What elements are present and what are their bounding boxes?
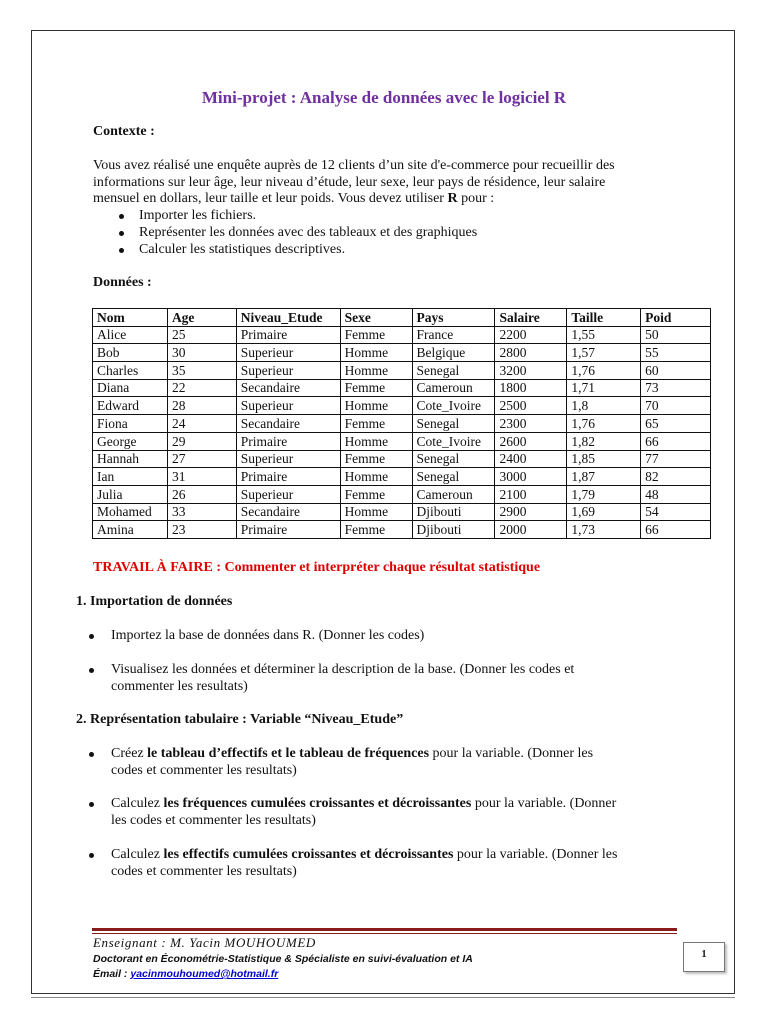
table-row xyxy=(93,397,711,415)
table-cell: 2200 xyxy=(495,326,567,344)
column-header: Age xyxy=(167,309,236,327)
table-cell: 1800 xyxy=(495,379,567,397)
table-cell: 1,76 xyxy=(567,415,641,433)
column-header: Salaire xyxy=(495,309,567,327)
table-cell: Amina xyxy=(93,521,168,539)
footer-role: Doctorant en Économétrie-Statistique & Spécialiste en suivi-évaluation et IA xyxy=(93,953,473,965)
column-header: Sexe xyxy=(340,309,412,327)
table-cell: 1,69 xyxy=(567,503,641,521)
email-link[interactable]: yacinmouhoumed@hotmail.fr xyxy=(130,968,279,980)
section-1-item-1: Importez la base de données dans R. (Donner les codes) xyxy=(86,627,711,644)
table-cell: Hannah xyxy=(93,450,168,468)
table-cell: Secandaire xyxy=(236,379,340,397)
table-cell: 1,85 xyxy=(567,450,641,468)
table-cell: 65 xyxy=(641,415,711,433)
table-cell: 22 xyxy=(167,379,236,397)
table-body xyxy=(93,326,711,538)
table-cell: Djibouti xyxy=(412,503,495,521)
table-cell: 70 xyxy=(641,397,711,415)
table-cell: Diana xyxy=(93,379,168,397)
table-header-row xyxy=(93,309,711,327)
table-cell: George xyxy=(93,432,168,450)
table-row xyxy=(93,379,711,397)
footer-email-line xyxy=(93,968,278,980)
table-row xyxy=(93,450,711,468)
footer-rule xyxy=(92,928,677,931)
table-cell: Cameroun xyxy=(412,485,495,503)
section-1-item-2: Visualisez les données et déterminer la description de la base. (Donner les codes et commenter les resultats) xyxy=(86,661,711,695)
context-line-1: Vous avez réalisé une enquête auprès de 12 clients d’un site d'e-commerce pour recueillir des xyxy=(93,158,615,173)
footer-teacher: Enseignant : M. Yacin MOUHOUMED xyxy=(93,935,316,950)
table-row xyxy=(93,344,711,362)
table-row xyxy=(93,468,711,486)
table-cell: 2300 xyxy=(495,415,567,433)
table-cell: Mohamed xyxy=(93,503,168,521)
data-label: Données : xyxy=(93,275,152,290)
table-cell: Primaire xyxy=(236,432,340,450)
table-cell: Femme xyxy=(340,485,412,503)
table-cell: Homme xyxy=(340,344,412,362)
column-header: Taille xyxy=(567,309,641,327)
table-cell: Femme xyxy=(340,450,412,468)
table-cell: 2100 xyxy=(495,485,567,503)
table-cell: 1,87 xyxy=(567,468,641,486)
table-cell: 60 xyxy=(641,362,711,380)
table-row xyxy=(93,432,711,450)
table-cell: 2500 xyxy=(495,397,567,415)
table-cell: 1,79 xyxy=(567,485,641,503)
table-cell: Femme xyxy=(340,326,412,344)
section-2-heading: 2. Représentation tabulaire : Variable “Niveau_Etude” xyxy=(76,712,404,727)
table-cell: 28 xyxy=(167,397,236,415)
table-cell: 3000 xyxy=(495,468,567,486)
table-cell: 2400 xyxy=(495,450,567,468)
list-item: Importer les fichiers. xyxy=(115,207,477,224)
table-cell: 77 xyxy=(641,450,711,468)
section-2-item-1: Créez le tableau d’effectifs et le tableau de fréquences pour la variable. (Donner les codes et commenter les resultats) xyxy=(86,745,711,779)
table-row xyxy=(93,503,711,521)
table-cell: 1,8 xyxy=(567,397,641,415)
page-number: 1 xyxy=(683,942,725,972)
table-cell: Senegal xyxy=(412,415,495,433)
table-cell: 66 xyxy=(641,521,711,539)
table-cell: Superieur xyxy=(236,397,340,415)
table-cell: Superieur xyxy=(236,485,340,503)
table-cell: 2000 xyxy=(495,521,567,539)
table-cell: Secandaire xyxy=(236,503,340,521)
table-cell: Ian xyxy=(93,468,168,486)
table-cell: 48 xyxy=(641,485,711,503)
table-cell: 29 xyxy=(167,432,236,450)
table-cell: 66 xyxy=(641,432,711,450)
table-cell: Edward xyxy=(93,397,168,415)
table-cell: 3200 xyxy=(495,362,567,380)
table-cell: Primaire xyxy=(236,326,340,344)
section-2-item-3: Calculez les effectifs cumulées croissantes et décroissantes pour la variable. (Donner les codes et commenter les resultats) xyxy=(86,846,711,880)
column-header: Pays xyxy=(412,309,495,327)
table-row xyxy=(93,415,711,433)
table-cell: Senegal xyxy=(412,450,495,468)
table-cell: Alice xyxy=(93,326,168,344)
table-cell: Homme xyxy=(340,362,412,380)
table-cell: Femme xyxy=(340,379,412,397)
table-row xyxy=(93,362,711,380)
table-cell: 33 xyxy=(167,503,236,521)
table-cell: 2800 xyxy=(495,344,567,362)
table-cell: 50 xyxy=(641,326,711,344)
table-cell: Homme xyxy=(340,503,412,521)
table-cell: 1,57 xyxy=(567,344,641,362)
table-cell: Superieur xyxy=(236,450,340,468)
table-cell: 23 xyxy=(167,521,236,539)
table-cell: Homme xyxy=(340,432,412,450)
list-item: Représenter les données avec des tableaux et des graphiques xyxy=(115,224,477,241)
list-item: Calculer les statistiques descriptives. xyxy=(115,241,477,258)
table-cell: Senegal xyxy=(412,468,495,486)
context-line-3: mensuel en dollars, leur taille et leur poids. Vous devez utiliser R pour : xyxy=(93,191,495,206)
table-cell: 1,73 xyxy=(567,521,641,539)
table-cell: Fiona xyxy=(93,415,168,433)
table-cell: 1,76 xyxy=(567,362,641,380)
table-row xyxy=(93,521,711,539)
table-cell: 2600 xyxy=(495,432,567,450)
context-line-2: informations sur leur âge, leur niveau d’étude, leur sexe, leur pays de résidence, leur salaire xyxy=(93,174,606,190)
table-cell: 54 xyxy=(641,503,711,521)
footer-rule-thin xyxy=(92,933,677,934)
data-table xyxy=(92,308,711,539)
table-cell: France xyxy=(412,326,495,344)
table-row xyxy=(93,485,711,503)
table-cell: 26 xyxy=(167,485,236,503)
task-heading: TRAVAIL À FAIRE : Commenter et interpréter chaque résultat statistique xyxy=(93,560,541,575)
table-cell: Belgique xyxy=(412,344,495,362)
section-1-heading: 1. Importation de données xyxy=(76,594,233,609)
table-cell: Senegal xyxy=(412,362,495,380)
table-cell: Julia xyxy=(93,485,168,503)
table-cell: Charles xyxy=(93,362,168,380)
table-cell: Cameroun xyxy=(412,379,495,397)
table-cell: 31 xyxy=(167,468,236,486)
table-cell: 82 xyxy=(641,468,711,486)
email-label: Émail : xyxy=(93,968,131,980)
table-cell: 24 xyxy=(167,415,236,433)
table-cell: Femme xyxy=(340,415,412,433)
document-title: Mini-projet : Analyse de données avec le logiciel R xyxy=(201,88,567,107)
column-header: Niveau_Etude xyxy=(236,309,340,327)
context-paragraph xyxy=(93,158,615,208)
table-cell: 30 xyxy=(167,344,236,362)
table-cell: Femme xyxy=(340,521,412,539)
table-cell: 73 xyxy=(641,379,711,397)
table-cell: Superieur xyxy=(236,344,340,362)
context-bullet-list xyxy=(115,207,477,258)
table-cell: Djibouti xyxy=(412,521,495,539)
table-cell: Secandaire xyxy=(236,415,340,433)
table-cell: Cote_Ivoire xyxy=(412,397,495,415)
table-cell: 2900 xyxy=(495,503,567,521)
section-2-item-2: Calculez les fréquences cumulées croissantes et décroissantes pour la variable. (Donner les codes et commenter les resultats) xyxy=(86,795,711,829)
table-cell: 1,82 xyxy=(567,432,641,450)
table-cell: 25 xyxy=(167,326,236,344)
column-header: Poid xyxy=(641,309,711,327)
table-cell: Primaire xyxy=(236,521,340,539)
context-label: Contexte : xyxy=(93,124,155,139)
table-cell: 55 xyxy=(641,344,711,362)
table-cell: Primaire xyxy=(236,468,340,486)
table-cell: Homme xyxy=(340,468,412,486)
table-cell: 1,55 xyxy=(567,326,641,344)
table-cell: Superieur xyxy=(236,362,340,380)
table-cell: 1,71 xyxy=(567,379,641,397)
column-header: Nom xyxy=(93,309,168,327)
table-cell: Bob xyxy=(93,344,168,362)
table-row xyxy=(93,326,711,344)
table-cell: 35 xyxy=(167,362,236,380)
table-cell: 27 xyxy=(167,450,236,468)
table-cell: Homme xyxy=(340,397,412,415)
table-cell: Cote_Ivoire xyxy=(412,432,495,450)
